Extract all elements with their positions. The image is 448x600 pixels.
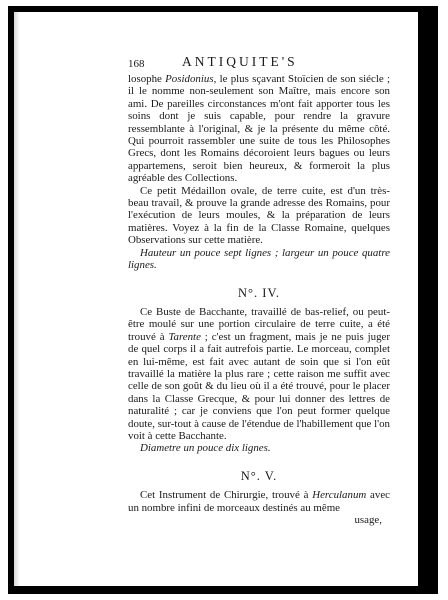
page-content <box>128 56 390 526</box>
dimensions-bacchante: Diametre un pouce dix lignes. <box>140 442 271 455</box>
text-blocks <box>128 73 390 526</box>
section-heading-iv: N°. IV. <box>238 285 280 300</box>
running-head <box>128 56 390 72</box>
catchword: usage, <box>354 514 382 526</box>
paragraph-posidonius: losophe Posidonius, le plus sçavant Stoïcien de son siécle ; il le nomme non-seulement son Maître, mais encore son ami. De pareilles circonstances m'ont fait apporter tous les soins dont je suis capable, pour rendre la gravure ressemblante à l'original, & je la présente du même côté. Qui pourroit rassembler une suite de tous les Philosophes Grecs, dont les Romains décoroient leurs bagues ou leurs appartemens, seroit bien heureux, & formeroit la plus agréable des Collections. <box>128 73 391 185</box>
italic-name: Tarente <box>168 330 201 343</box>
section-heading-v: N°. V. <box>240 468 278 483</box>
gutter-shadow <box>14 12 20 586</box>
spacer <box>128 272 390 278</box>
italic-name: Herculanum <box>312 489 367 502</box>
paragraph-instrument: Cet Instrument de Chirurgie, trouvé à Herculanum avec un nombre infini de morceaux destinés au même <box>128 489 390 514</box>
running-title: ANTIQUITE'S <box>182 54 298 69</box>
italic-name: Posidonius <box>165 73 214 85</box>
page-number: 168 <box>128 58 145 70</box>
dimensions-medallion: Hauteur un pouce sept lignes ; largeur un pouce quatre lignes. <box>128 246 390 272</box>
spacer <box>128 455 390 461</box>
paragraph-medallion: Ce petit Médaillon ovale, de terre cuite, est d'un très-beau travail, & prouve la grande adresse des Romains, pour l'exécution de leurs moules, & la préparation de leurs matières. Voyez à la fin de la Classe Romaine, quelques Observations sur cette matière. <box>128 184 390 247</box>
paragraph-bacchante: Ce Buste de Bacchante, travaillé de bas-relief, ou peut-être moulé sur une portion circulaire de terre cuite, a été trouvé à Tarente ; c'est un fragment, mais je ne puis juger de quel corps il a fait autrefois partie. Le morceau, complet en lui-même, est fait avec autant de soin que si l'on eût travaillé la matière la plus rare ; cette raison me suffit avec celle de son goût & du lieu où il a été trouvé, pour le placer dans la Classe Grecque, & pour lui donner des lettres de naturalité ; car je conviens que l'on peut former quelque doute, sur-tout à cause de l'étendue de l'habillement que l'on voit à cette Bacchante. <box>128 305 390 442</box>
